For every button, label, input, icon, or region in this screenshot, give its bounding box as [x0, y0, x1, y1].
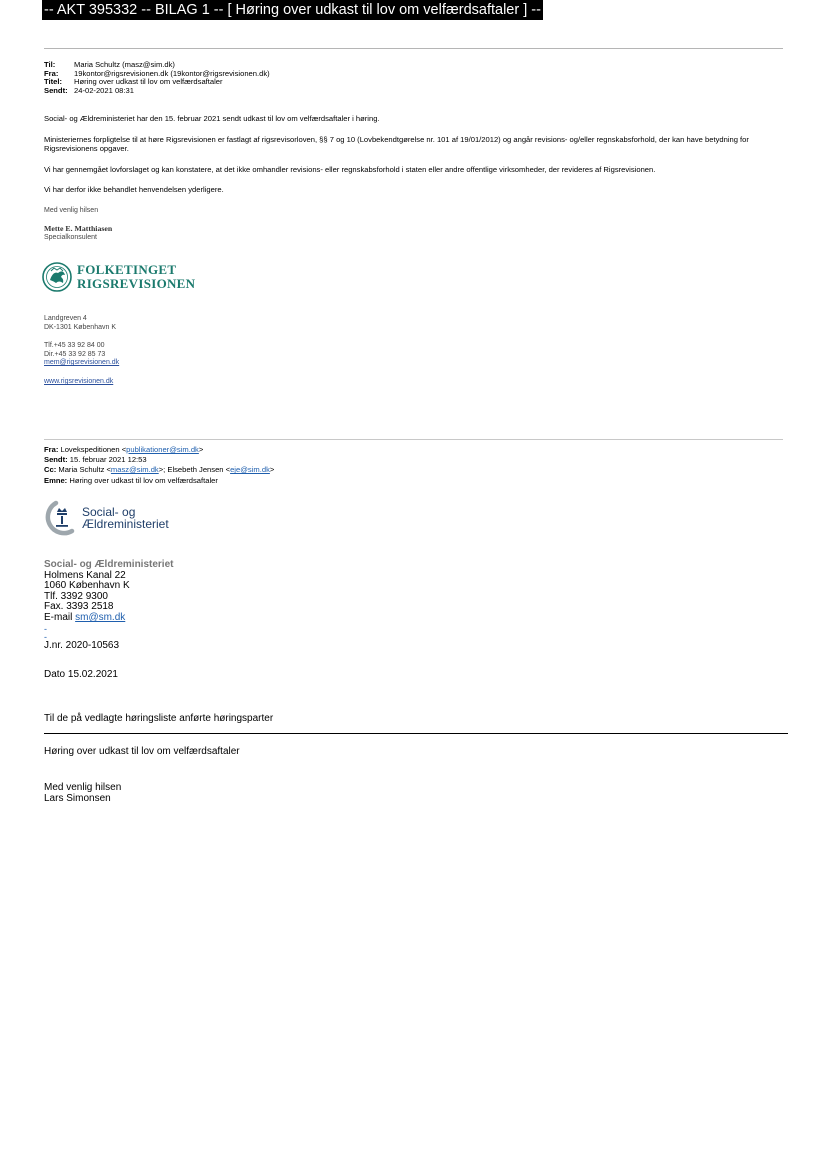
rigsrevisionen-address: [44, 315, 116, 332]
ministry-logo-line2: Ældreministeriet: [82, 517, 169, 531]
signature-title: Specialkonsulent: [44, 234, 97, 241]
ministry-fax: Fax. 3393 2518: [44, 601, 114, 613]
contact-email-link[interactable]: mem@rigsrevisionen.dk: [44, 359, 120, 366]
ministry-logo-line1: Social- og: [82, 504, 136, 519]
email1-paragraph-2: Ministeriernes forpligtelse til at høre Rigsrevisionen er fastlagt af rigsrevisorloven, §§ 7 og 10 (Lovbekendtgørelse nr. 101 af 19/01/2012) og angår revisions- og/eller regnskabsforhold, der kan have betydning for Rigsrevisionens opgaver.: [44, 135, 749, 153]
journal-number: J.nr. 2020-10563: [44, 639, 120, 651]
ministry-dash-2: -: [44, 632, 47, 643]
signature-name: Mette E. Matthiasen: [44, 224, 113, 233]
from-label: Fra:: [44, 68, 59, 78]
title-label: Titel:: [44, 77, 63, 87]
ministry-address-block: [44, 560, 173, 651]
ministry-email-label: E-mail: [44, 611, 76, 623]
letter-subject: Høring over udkast til lov om velfærdsaftaler: [44, 746, 240, 757]
ministry-name: Social- og Ældreministeriet: [44, 559, 174, 570]
ministry-logo: [42, 500, 169, 536]
sent-value: 24-02-2021 08:31: [74, 85, 134, 95]
email1-header: [44, 61, 270, 95]
email2-cc-label: Cc:: [44, 465, 57, 475]
to-value: Maria Schultz (masz@sim.dk): [74, 60, 175, 69]
email2-cc-mid: >; Elsebeth Jensen <: [158, 465, 231, 475]
recipients-line: Til de på vedlagte høringsliste anførte høringsparter: [44, 713, 274, 724]
rigsrevisionen-contact: [44, 342, 119, 368]
email2-header: [44, 445, 274, 486]
email1-paragraph-4: Vi har derfor ikke behandlet henvendelsen yderligere.: [44, 185, 224, 194]
rigsrevisionen-logo: [42, 260, 195, 294]
email2-sent-value: 15. februar 2021 12:53: [69, 455, 147, 465]
address-city: DK-1301 København K: [44, 323, 116, 331]
ministry-city: 1060 København K: [44, 580, 130, 592]
header-divider: [44, 48, 783, 49]
email2-from-name: Lovekspeditionen <: [60, 445, 127, 454]
logo-folketinget: FOLKETINGET: [77, 262, 177, 277]
email2-from-end: >: [198, 445, 204, 454]
email1-paragraph-3: Vi har gennemgået lovforslaget og kan konstatere, at det ikke omhandler revisions- eller regnskabsforhold i staten eller andre offentlige virksomheder, der revideres af Rigsrevisionen.: [44, 165, 656, 174]
ministry-street: Holmens Kanal 22: [44, 569, 126, 581]
document-banner: -- AKT 395332 -- BILAG 1 -- [ Høring over udkast til lov om velfærdsaftaler ] --: [44, 2, 541, 18]
email2-cc-b-link[interactable]: eje@sim.dk: [230, 465, 270, 475]
to-label: Til:: [44, 60, 56, 69]
contact-phone: Tlf.+45 33 92 84 00: [44, 342, 105, 349]
email2-from-link[interactable]: publikationer@sim.dk: [126, 445, 199, 454]
email2-subject-label: Emne:: [44, 475, 68, 485]
email2-cc-end: >: [269, 465, 275, 475]
address-street: Landgreven 4: [44, 315, 87, 322]
email2-cc-a-link[interactable]: masz@sim.dk: [110, 465, 159, 475]
title-value: Høring over udkast til lov om velfærdsaftaler: [74, 77, 223, 87]
crown-arc-icon: [42, 500, 78, 536]
from-value: 19kontor@rigsrevisionen.dk (19kontor@rigsrevisionen.dk): [74, 68, 270, 78]
logo-rigsrevisionen: RIGSREVISIONEN: [77, 276, 196, 291]
subject-divider: [44, 733, 788, 734]
email2-sent-label: Sendt:: [44, 455, 68, 465]
email2-from-label: Fra:: [44, 445, 59, 454]
document-date: Dato 15.02.2021: [44, 669, 118, 680]
letter-closing: Med venlig hilsen: [44, 782, 122, 793]
email1-closing: Med venlig hilsen: [44, 207, 99, 214]
email2-subject-value: Høring over udkast til lov om velfærdsaftaler: [69, 475, 218, 485]
ministry-email-link[interactable]: sm@sm.dk: [75, 611, 126, 623]
contact-direct: Dir.+45 33 92 85 73: [44, 350, 106, 358]
lion-crest-icon: [42, 260, 72, 294]
website-link[interactable]: www.rigsrevisionen.dk: [44, 378, 114, 385]
email1-paragraph-1: Social- og Ældreministeriet har den 15. februar 2021 sendt udkast til lov om velfærdsaftaler i høring.: [44, 114, 380, 123]
email-divider: [44, 439, 783, 440]
email2-cc-a: Maria Schultz <: [58, 465, 111, 475]
letter-signer: Lars Simonsen: [44, 793, 111, 804]
ministry-phone: Tlf. 3392 9300: [44, 590, 108, 602]
sent-label: Sendt:: [44, 85, 68, 95]
ministry-dash-1: -: [44, 623, 47, 634]
